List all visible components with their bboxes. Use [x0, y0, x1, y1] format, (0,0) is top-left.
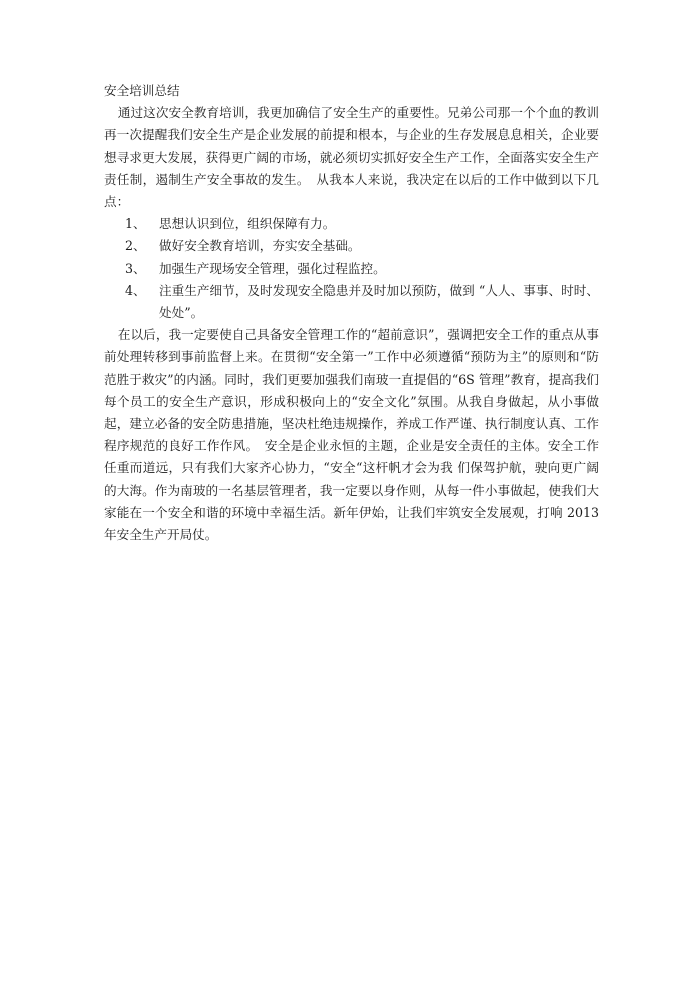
- list-item: [104, 258, 599, 280]
- intro-paragraph: 通过这次安全教育培训，我更加确信了安全生产的重要性。兄弟公司那一个个血的教训再一次提醒我们安全生产是企业发展的前提和根本，与企业的生存发展息息相关，企业要想寻求更大发展，获得更广阔的市场，就必须切实抓好安全生产工作，全面落实安全生产责任制，遏制生产安全事故的发生。 从我本人来说，我决定在以后的工作中做到以下几点：: [104, 105, 599, 210]
- list-item-text: 思想认识到位，组织保障有力。: [159, 216, 336, 232]
- list-item-text: 做好安全教育培训，夯实安全基础。: [159, 238, 361, 254]
- list-item-number: 2、: [125, 238, 146, 254]
- list-item-text: 注重生产细节，及时发现安全隐患并及时加以预防，做到 “人人、事事、时时、处处”。: [159, 282, 599, 321]
- list-item-number: 3、: [125, 260, 146, 276]
- document-body: [104, 80, 599, 546]
- document-title: 安全培训总结: [104, 83, 180, 98]
- closing-paragraph: 在以后，我一定要使自己具备安全管理工作的“超前意识”，强调把安全工作的重点从事前处理转移到事前监督上来。在贯彻“安全第一”工作中必须遵循“预防为主”的原则和“防范胜于救灾”的内涵。同时，我们更要加强我们南玻一直提倡的“6S 管理”教育，提高我们每个员工的安全生产意识，形成积极向上的“安全文化”氛围。从我自身做起，从小事做起，建立必备的安全防患措施，坚决杜绝违规操作，养成工作严谨、执行制度认真、工作程序规范的良好工作作风。 安全是企业永恒的主题，企业是安全责任的主体。安全工作任重而道远，只有我们大家齐心协力，“安全“这杆帆才会为我 们保驾护航，驶向更广阔的大海。作为南玻的一名基层管理者，我一定要以身作则，从每一件小事做起，使我们大家能在一个安全和谐的环境中幸福生活。新年伊始，让我们牢筑安全发展观，打响 2013 年安全生产开局仗。: [104, 327, 599, 543]
- list-item-number: 1、: [125, 216, 146, 232]
- list-item-text: 加强生产现场安全管理，强化过程监控。: [159, 260, 386, 276]
- list-item-number: 4、: [125, 282, 146, 298]
- list-item: [104, 280, 599, 324]
- list-item: [104, 235, 599, 257]
- list-item: [104, 213, 599, 235]
- key-points-list: [104, 213, 599, 324]
